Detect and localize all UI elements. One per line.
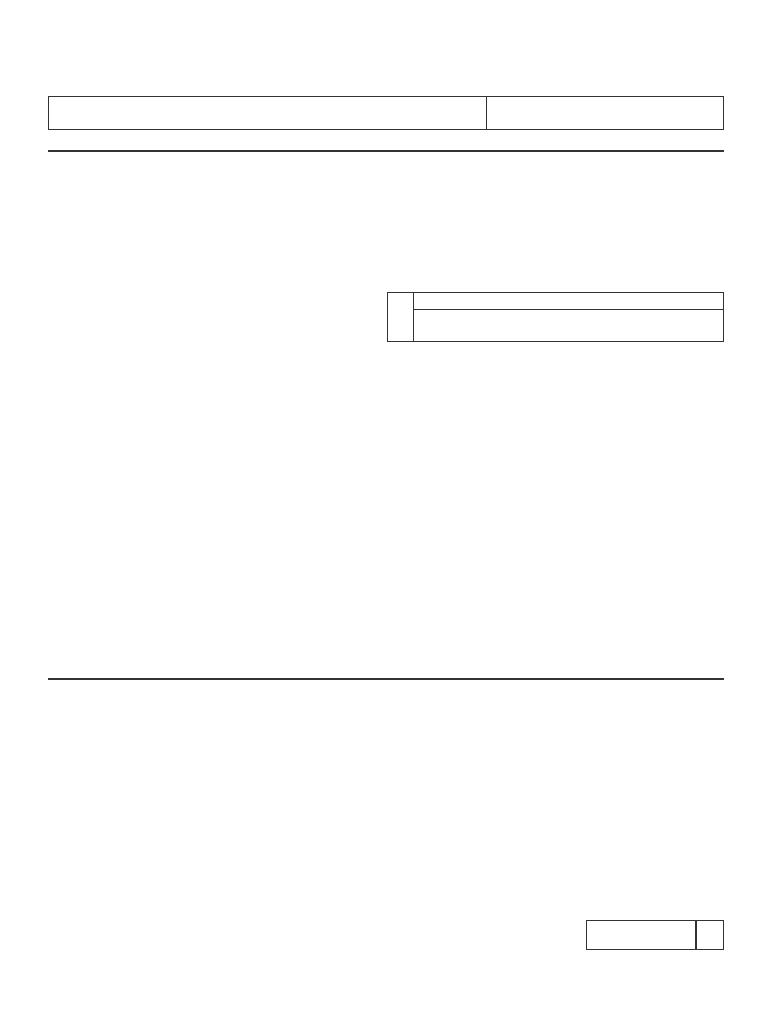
line19-amount-input[interactable]: [586, 920, 696, 950]
due-dates-header-box: [387, 292, 724, 342]
part2-heading: [48, 660, 724, 680]
part1-heading: [48, 131, 724, 151]
name-input[interactable]: [48, 96, 485, 130]
line19-cents-input[interactable]: [696, 920, 724, 950]
due-dates-sub-rule: [414, 309, 724, 310]
ssn-input[interactable]: [486, 96, 724, 130]
part1-rule: [48, 150, 724, 152]
part2-rule: [48, 678, 724, 680]
due-dates-num-gutter: [387, 292, 414, 342]
